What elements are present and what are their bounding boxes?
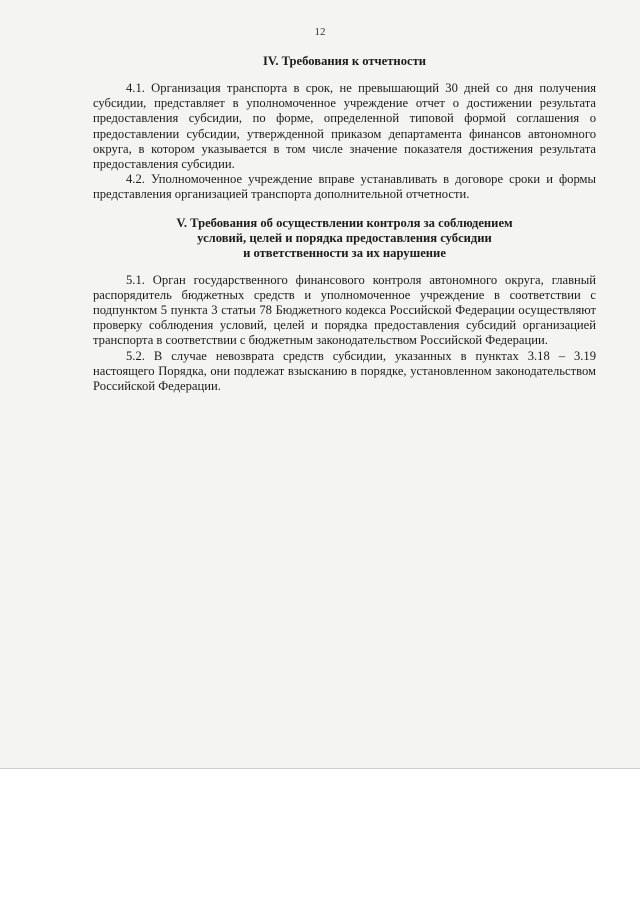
section-4-heading: IV. Требования к отчетности [262,54,427,68]
document-body [93,48,596,394]
section-5-heading-line-1: V. Требования об осуществлении контроля за соблюдением [176,215,513,230]
paragraph-4-2: 4.2. Уполномоченное учреждение вправе устанавливать в договоре сроки и формы представления организацией транспорта дополнительной отчетности. [93,172,596,202]
paragraph-5-2: 5.2. В случае невозврата средств субсидии, указанных в пунктах 3.18 – 3.19 настоящего Порядка, они подлежат взысканию в порядке, установленном законодательством Российской Федерации. [93,348,596,394]
section-5-heading-line-2: условий, целей и порядка предоставления субсидии [197,230,492,245]
paragraph-4-1: 4.1. Организация транспорта в срок, не превышающий 30 дней со дня получения субсидии, представляет в уполномоченное учреждение отчет о достижении результата предоставления субсидии, по форме, определенной типовой формой соглашения о предоставлении субсидии, утвержденной приказом департамента финансов автономного округа, в котором указывается в том числе значение показателя достижения результата предоставления субсидии. [93,81,596,172]
section-5-heading-line-3: и ответственности за их нарушение [243,245,446,260]
page-number: 12 [314,26,326,38]
section-5-heading [93,216,596,261]
paragraph-5-1: 5.1. Орган государственного финансового контроля автономного округа, главный распорядитель бюджетных средств и уполномоченное учреждение в соответствии с подпунктом 5 пункта 3 статьи 78 Бюджетного кодекса Российской Федерации осуществляют проверку соблюдения условий, целей и порядка предоставления субсидий организацией транспорта в соответствии с бюджетным законодательством Российской Федерации. [93,272,596,348]
